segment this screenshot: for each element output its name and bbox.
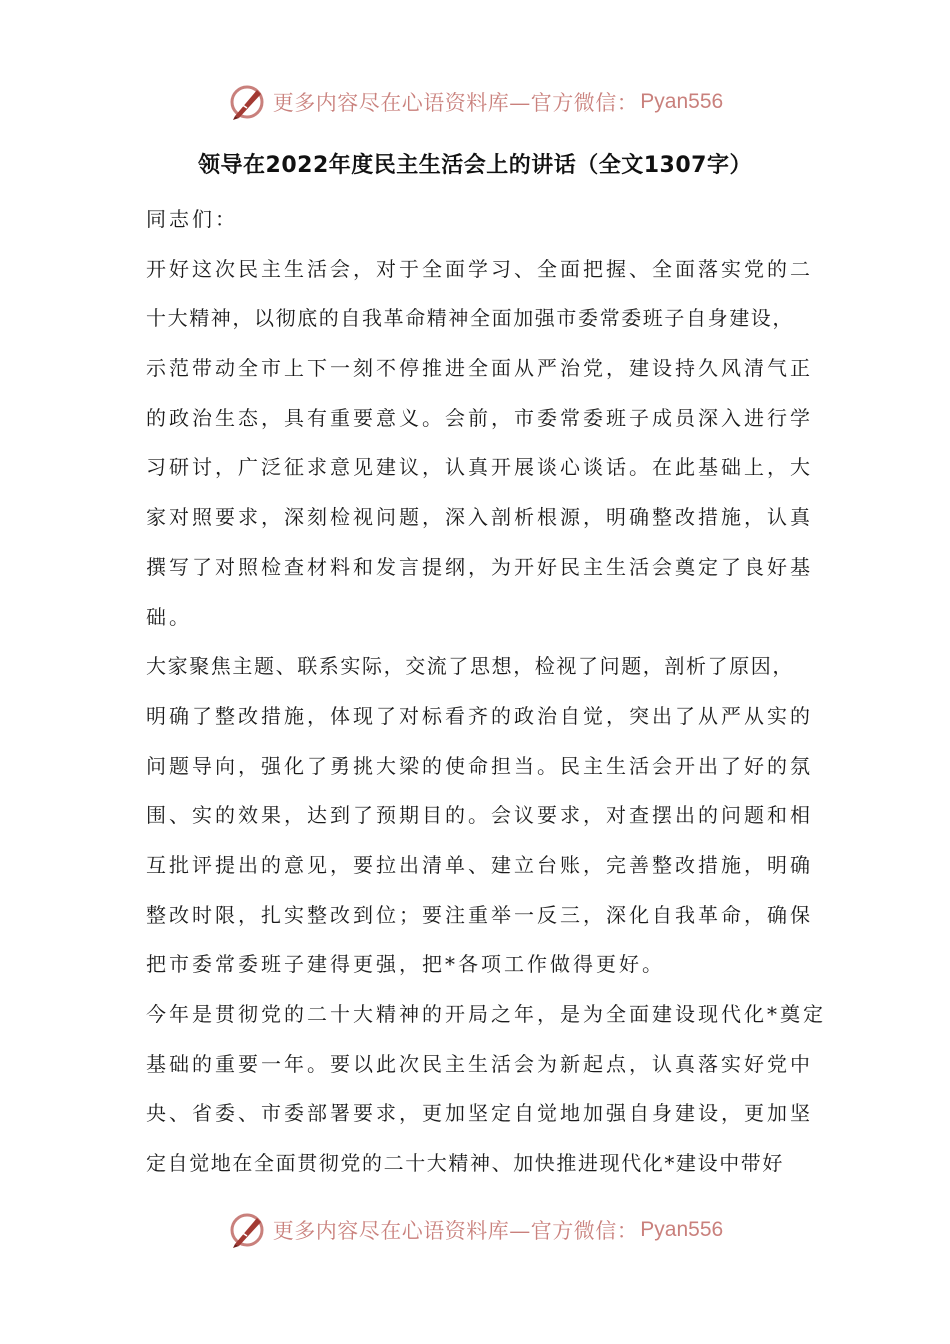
paragraph-line: 把市委常委班子建得更强，把*各项工作做得更好。 xyxy=(146,952,665,977)
paragraph-line: 开好这次民主生活会，对于全面学习、全面把握、全面落实党的二 xyxy=(146,256,813,281)
paragraph-line: 互批评提出的意见，要拉出清单、建立台账，完善整改措施，明确 xyxy=(146,852,813,877)
paragraph-line: 家对照要求，深刻检视问题，深入剖析根源，明确整改措施，认真 xyxy=(146,505,813,530)
watermark-text: 更多内容尽在心语资料库—官方微信： xyxy=(272,1219,639,1243)
watermark-text: 更多内容尽在心语资料库—官方微信： xyxy=(272,91,639,115)
paragraph-line: 定自觉地在全面贯彻党的二十大精神、加快推进现代化*建设中带好 xyxy=(146,1151,784,1176)
watermark-handle: Pyan556 xyxy=(640,90,724,113)
watermark-handle: Pyan556 xyxy=(640,1218,724,1241)
paragraph-line: 今年是贯彻党的二十大精神的开局之年，是为全面建设现代化*奠定 xyxy=(146,1002,826,1026)
paragraph-line: 的政治生态，具有重要意义。会前，市委常委班子成员深入进行学 xyxy=(146,405,813,430)
paragraph-line: 基础的重要一年。要以此次民主生活会为新起点，认真落实好党中 xyxy=(146,1051,813,1076)
document-title: 领导在2022年度民主生活会上的讲话（全文1307字） xyxy=(198,153,752,178)
paragraph-line: 大家聚焦主题、联系实际，交流了思想，检视了问题，剖析了原因， xyxy=(146,654,794,679)
paragraph-line: 整改时限，扎实整改到位；要注重举一反三，深化自我革命，确保 xyxy=(146,902,813,927)
paragraph-line: 示范带动全市上下一刻不停推进全面从严治党，建设持久风清气正 xyxy=(146,356,813,381)
document-body xyxy=(146,197,826,1191)
paragraph-line: 问题导向，强化了勇挑大梁的使命担当。民主生活会开出了好的氛 xyxy=(146,753,813,778)
paragraph-line: 十大精神，以彻底的自我革命精神全面加强市委常委班子自身建设， xyxy=(146,306,794,331)
paragraph-line: 习研讨，广泛征求意见建议，认真开展谈心谈话。在此基础上，大 xyxy=(146,455,813,480)
paragraph-line: 央、省委、市委部署要求，更加坚定自觉地加强自身建设，更加坚 xyxy=(146,1101,813,1126)
paragraph-line: 撰写了对照检查材料和发言提纲，为开好民主生活会奠定了良好基 xyxy=(146,554,813,579)
watermark-banner-bottom xyxy=(0,1208,950,1252)
watermark-banner-top xyxy=(0,80,950,124)
paragraph-line: 明确了整改措施，体现了对标看齐的政治自觉，突出了从严从实的 xyxy=(146,703,813,728)
paragraph-line: 础。 xyxy=(146,604,192,629)
salutation-line: 同志们： xyxy=(146,207,238,231)
pen-logo-icon xyxy=(227,82,267,122)
paragraph-line: 围、实的效果，达到了预期目的。会议要求，对查摆出的问题和相 xyxy=(146,803,813,828)
pen-logo-icon xyxy=(227,1210,267,1250)
